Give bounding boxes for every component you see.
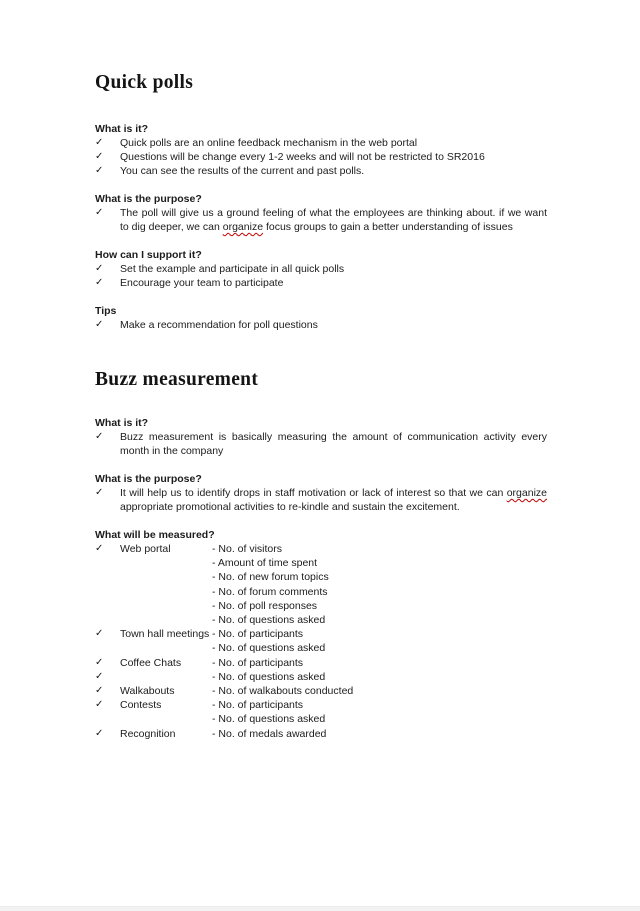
bullet-item <box>95 318 547 332</box>
measure-metric: - No. of questions asked <box>212 614 326 627</box>
content-block <box>95 122 547 178</box>
measure-channel-label <box>120 599 212 613</box>
section-body-buzz-measurement <box>95 416 547 741</box>
section-quick-polls <box>95 71 547 332</box>
measure-channel-label: Coffee Chats <box>120 656 182 669</box>
bullet-text <box>120 150 547 164</box>
content-block <box>95 416 547 458</box>
text-segment: It will help us to identify drops in staff motivation or lack of interest so that we can <box>120 487 507 499</box>
measure-channel-label <box>120 613 212 627</box>
checkmark-icon: ✓ <box>95 685 104 697</box>
bullet-item <box>95 276 547 290</box>
measure-metric: - No. of participants <box>212 656 304 669</box>
page-bottom-edge <box>0 906 640 911</box>
text-segment: You can see the results of the current and past polls. <box>120 165 365 177</box>
text-segment: Questions will be change every 1-2 weeks and will not be restricted to SR2016 <box>120 151 485 163</box>
measure-metric: - No. of new forum topics <box>212 571 329 584</box>
checkmark-icon: ✓ <box>95 699 104 711</box>
measure-channel-label: Walkabouts <box>120 685 175 698</box>
checkmark-icon: ✓ <box>95 277 104 288</box>
text-segment: Set the example and participate in all quick polls <box>120 263 345 275</box>
block-heading: What is it? <box>95 123 149 135</box>
block-heading: What is the purpose? <box>95 193 202 205</box>
measure-row <box>95 570 547 584</box>
checkmark-icon: ✓ <box>95 543 104 554</box>
measure-channel-label: Contests <box>120 699 162 712</box>
measure-channel-label <box>120 712 212 726</box>
checkmark-icon: ✓ <box>95 656 104 668</box>
measure-metric: - No. of questions asked <box>212 670 326 683</box>
section-buzz-measurement <box>95 368 547 741</box>
content-block <box>95 472 547 514</box>
measure-channel-label <box>120 570 212 584</box>
measure-metric: - No. of visitors <box>212 543 283 555</box>
measure-row <box>95 641 547 655</box>
bullet-text <box>120 164 547 178</box>
checkmark-icon: ✓ <box>95 263 104 274</box>
section-title-buzz-measurement: Buzz measurement <box>95 369 259 390</box>
bullet-item <box>95 262 547 276</box>
block-heading: What is it? <box>95 417 149 429</box>
measure-row <box>95 556 547 570</box>
measure-row <box>95 613 547 627</box>
measure-channel-label <box>120 556 212 570</box>
text-segment: The poll will give us a ground feeling of what the employees are thinking about. if we want to dig deeper, we can <box>120 207 547 233</box>
bullet-item <box>95 150 547 164</box>
measure-row <box>95 670 547 684</box>
bullet-text <box>120 486 547 514</box>
measure-row <box>95 698 547 712</box>
measure-row <box>95 727 547 741</box>
checkmark-icon: ✓ <box>95 137 104 148</box>
checkmark-icon: ✓ <box>95 670 104 682</box>
text-segment: Encourage your team to participate <box>120 277 284 289</box>
measure-metric: - No. of walkabouts conducted <box>212 685 354 698</box>
measure-metric: - No. of questions asked <box>212 642 326 655</box>
measure-row <box>95 712 547 726</box>
bullet-text <box>120 136 547 150</box>
content-block <box>95 192 547 234</box>
misspelled-word: organize <box>506 487 547 499</box>
measure-channel-label: Town hall meetings <box>120 628 210 641</box>
measure-channel-label: Web portal <box>120 543 171 555</box>
measure-metric: - Amount of time spent <box>212 557 318 570</box>
checkmark-icon: ✓ <box>95 207 104 218</box>
measure-row <box>95 585 547 599</box>
bullet-text <box>120 262 547 276</box>
text-segment: appropriate promotional activities to re-kindle and sustain the excitement. <box>120 501 460 513</box>
bullet-item <box>95 486 547 514</box>
measure-metric: - No. of questions asked <box>212 713 326 726</box>
checkmark-icon: ✓ <box>95 431 104 442</box>
block-heading: What is the purpose? <box>95 473 202 485</box>
content-block <box>95 304 547 332</box>
measure-metric: - No. of medals awarded <box>212 727 327 740</box>
bullet-item <box>95 430 547 458</box>
measure-channel-label <box>120 670 212 684</box>
bullet-text <box>120 206 547 234</box>
measure-row <box>95 542 547 556</box>
bullet-item <box>95 206 547 234</box>
misspelled-word: organize <box>222 221 264 233</box>
section-body-quick-polls <box>95 122 547 332</box>
checkmark-icon: ✓ <box>95 319 104 330</box>
text-segment: Buzz measurement is basically measuring the amount of communication activity every month in the company <box>120 431 547 457</box>
measure-channel-label <box>120 585 212 599</box>
measure-row <box>95 627 547 641</box>
measure-row <box>95 684 547 698</box>
checkmark-icon: ✓ <box>95 151 104 162</box>
checkmark-icon: ✓ <box>95 727 104 739</box>
bullet-item <box>95 164 547 178</box>
measure-metric: - No. of participants <box>212 628 304 641</box>
measure-row <box>95 656 547 670</box>
measure-channel-label <box>120 641 212 655</box>
bullet-text <box>120 430 547 458</box>
content-block <box>95 248 547 290</box>
block-heading: Tips <box>95 305 117 317</box>
block-heading: What will be measured? <box>95 529 215 541</box>
checkmark-icon: ✓ <box>95 628 104 640</box>
content-block <box>95 528 547 741</box>
measure-metric: - No. of poll responses <box>212 599 318 612</box>
measure-channel-label: Recognition <box>120 727 176 740</box>
text-segment: Make a recommendation for poll questions <box>120 319 318 331</box>
measure-row <box>95 599 547 613</box>
measure-metric: - No. of participants <box>212 699 304 712</box>
measure-metric: - No. of forum comments <box>212 585 328 598</box>
checkmark-icon: ✓ <box>95 487 104 498</box>
bullet-text <box>120 318 547 332</box>
block-heading: How can I support it? <box>95 249 202 261</box>
bullet-text <box>120 276 547 290</box>
section-title-quick-polls: Quick polls <box>95 72 194 93</box>
checkmark-icon: ✓ <box>95 165 104 176</box>
text-segment: focus groups to gain a better understanding of issues <box>263 221 513 233</box>
text-segment: Quick polls are an online feedback mechanism in the web portal <box>120 137 418 149</box>
bullet-item <box>95 136 547 150</box>
